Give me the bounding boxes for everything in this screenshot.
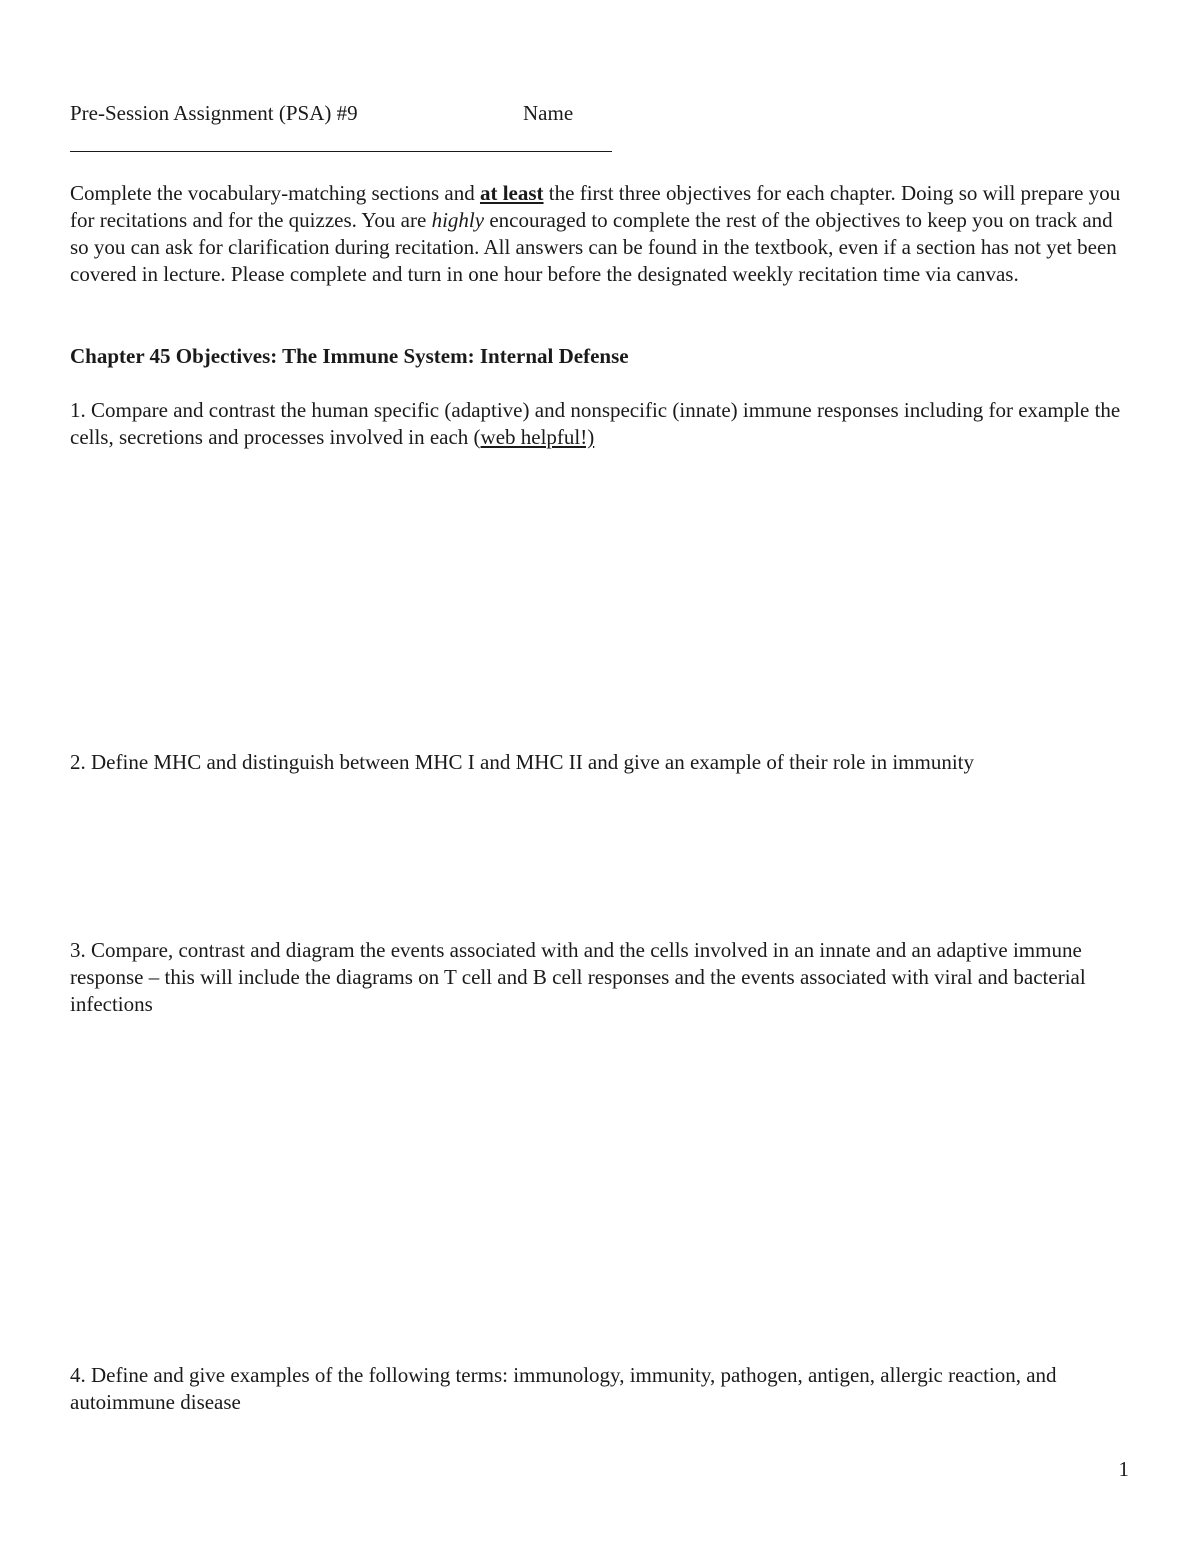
name-label: Name xyxy=(523,101,574,125)
objective-1-text: 1. Compare and contrast the human specific (adaptive) and nonspecific (innate) immune responses including for example the cells, secretions and processes involved in each ( xyxy=(70,398,1121,449)
objective-4: 4. Define and give examples of the following terms: immunology, immunity, pathogen, antigen, allergic reaction, and autoimmune disease xyxy=(70,1363,1057,1414)
instructions-emphasis-bold: at least xyxy=(479,181,544,205)
name-blank-line xyxy=(70,151,612,152)
page-number: 1 xyxy=(1118,1457,1129,1481)
objective-1 xyxy=(70,397,1135,451)
chapter-heading: Chapter 45 Objectives: The Immune System: Internal Defense xyxy=(70,344,629,368)
objective-2: 2. Define MHC and distinguish between MHC I and MHC II and give an example of their role in immunity xyxy=(70,750,974,774)
objective-3: 3. Compare, contrast and diagram the events associated with and the cells involved in an innate and an adaptive immune response – this will include the diagrams on T cell and B cell responses and the events associated with viral and bacterial infections xyxy=(70,938,1086,1016)
instructions-text-3: encouraged to complete the rest of the objectives to keep you on track and so you can ask for clarification during recitation. All answers can be found in the textbook, even if a section has not yet been covered in lecture. Please complete and turn in one hour before the designated weekly recitation time via canvas. xyxy=(70,208,1117,286)
objective-1-link[interactable]: web helpful!) xyxy=(480,425,595,449)
instructions-emphasis-italic: highly xyxy=(431,208,485,232)
instructions-text-1: Complete the vocabulary-matching sections and xyxy=(70,181,480,205)
instructions-paragraph xyxy=(70,180,1135,288)
instructions-text-2: the first three objectives for each chapter. Doing so will prepare you for recitations and for the quizzes. You are xyxy=(70,181,1121,232)
assignment-title: Pre-Session Assignment (PSA) #9 xyxy=(70,101,358,125)
